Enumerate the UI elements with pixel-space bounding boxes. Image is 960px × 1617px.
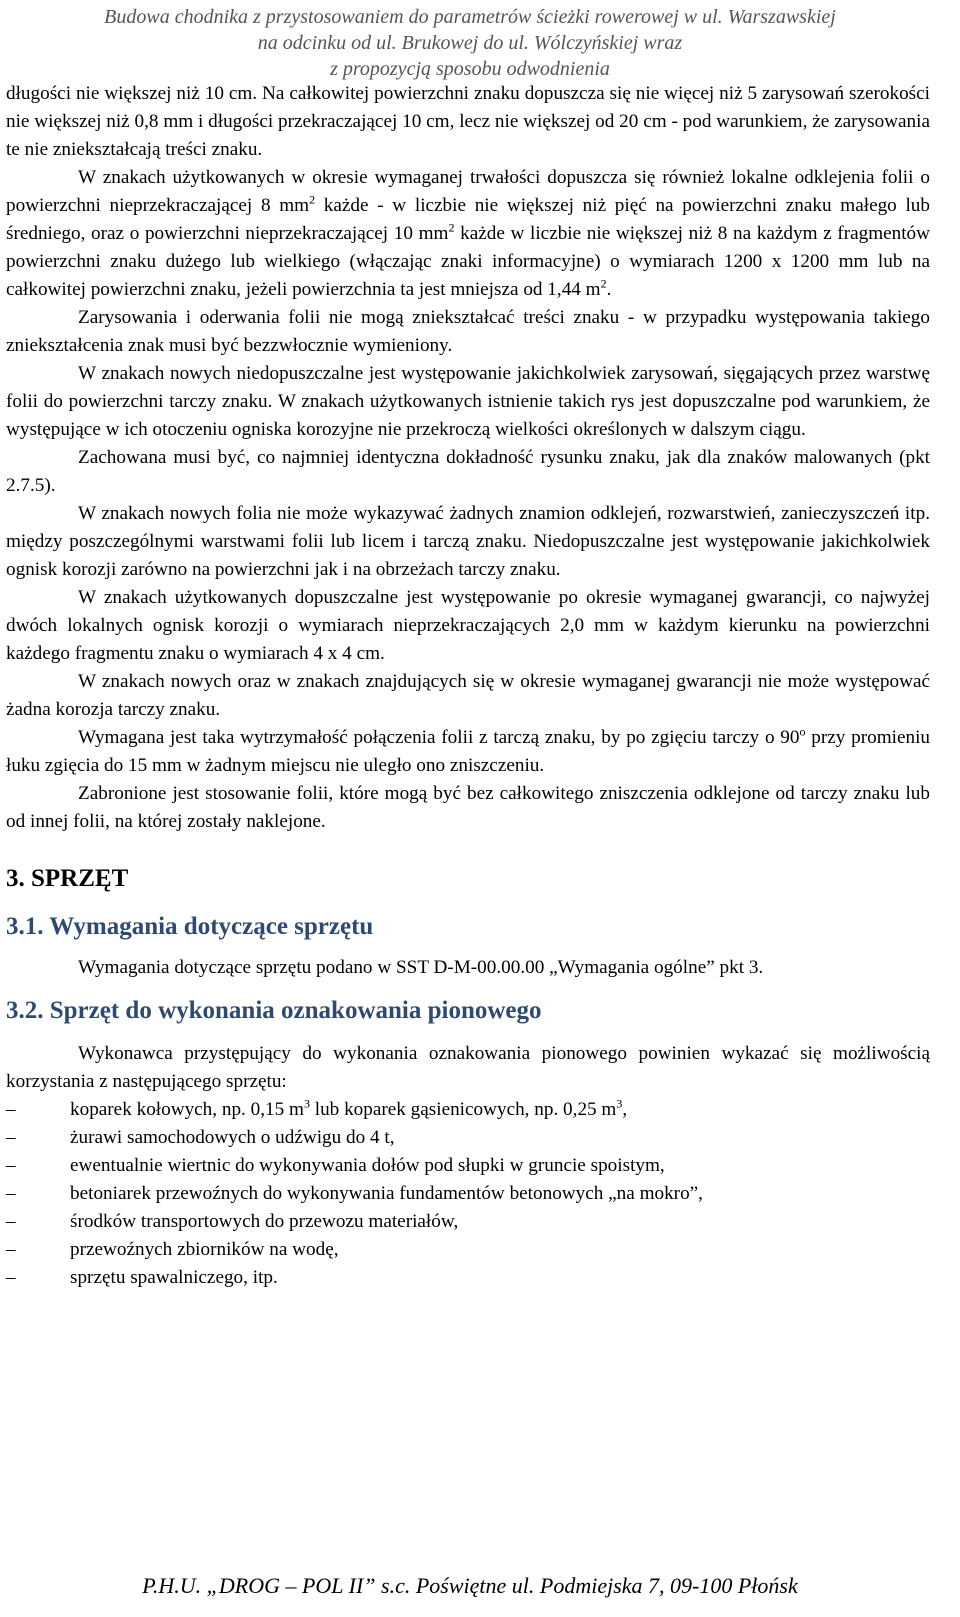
page-header	[0, 4, 940, 82]
superscript: 3	[616, 1096, 623, 1111]
section-heading-3-2: 3.2. Sprzęt do wykonania oznakowania pionowego	[6, 997, 542, 1024]
header-line-3: z propozycją sposobu odwodnienia	[330, 58, 610, 80]
superscript: 2	[309, 192, 316, 207]
paragraph: Zachowana musi być, co najmniej identyczna dokładność rysunku znaku, jak dla znaków malowanych (pkt 2.7.5).	[6, 447, 930, 496]
paragraph: Wymagania dotyczące sprzętu podano w SST D-M-00.00.00 „Wymagania ogólne” pkt 3.	[78, 957, 764, 978]
dash-bullet: –	[6, 1183, 16, 1204]
superscript: 3	[303, 1096, 310, 1111]
text-run: każde w liczbie nie większej niż 8 na każdym z fragmentów powierzchni znaku dużego lub wielkiego (włączając znaki informacyjne) o wymiarach 1200 x 1200 mm lub na całkowitej powierzchni znaku, jeżeli powierzchnia ta jest mniejsza od 1,44 m	[6, 223, 931, 300]
text-run: każde - w liczbie nie większej niż pięć na powierzchni znaku małego lub średniego, oraz o powierzchni nieprzekraczającej 10 mm	[6, 195, 930, 244]
superscript: o	[799, 724, 806, 739]
paragraph: Zabronione jest stosowanie folii, które mogą być bez całkowitego zniszczenia odklejone od tarczy znaku lub od innej folii, na której zostały naklejone.	[6, 783, 930, 832]
dash-bullet: –	[6, 1211, 16, 1232]
section-heading-3: 3. SPRZĘT	[6, 865, 129, 892]
text-run: przy promieniu łuku zgięcia do 15 mm w żadnym miejscu nie uległo ono zniszczeniu.	[6, 727, 930, 776]
text-run: przewoźnych zbiorników na wodę,	[70, 1239, 339, 1260]
paragraph: W znakach nowych niedopuszczalne jest występowanie jakichkolwiek zarysowań, sięgających przez warstwę folii do powierzchni tarczy znaku. W znakach użytkowanych istnienie takich rys jest dopuszczalne pod warunkiem, że występujące w ich otoczeniu ogniska korozyjne nie przekroczą wielkości określonych w dalszym ciągu.	[6, 363, 930, 440]
dash-bullet: –	[6, 1267, 16, 1288]
text-run: .	[606, 279, 612, 300]
text-run: lub koparek gąsienicowych, np. 0,25 m	[309, 1099, 617, 1120]
paragraph: Wykonawca przystępujący do wykonania oznakowania pionowego powinien wykazać się możliwością korzystania z następującego sprzętu:	[6, 1043, 930, 1092]
text-run: ,	[622, 1099, 628, 1120]
dash-bullet: –	[6, 1099, 16, 1120]
paragraph: W znakach użytkowanych dopuszczalne jest występowanie po okresie wymaganej gwarancji, co najwyżej dwóch lokalnych ognisk korozji o wymiarach nieprzekraczających 2,0 mm w każdym kierunku na powierzchni każdego fragmentu znaku o wymiarach 4 x 4 cm.	[6, 587, 930, 664]
document-body	[6, 80, 930, 1292]
section-heading-3-1: 3.1. Wymagania dotyczące sprzętu	[6, 913, 374, 940]
text-run: ewentualnie wiertnic do wykonywania dołów pod słupki w gruncie spoistym,	[70, 1155, 665, 1176]
list-item	[6, 1096, 930, 1124]
paragraph	[6, 164, 930, 304]
page-footer: P.H.U. „DROG – POL II” s.c. Poświętne ul. Podmiejska 7, 09-100 Płońsk	[142, 1573, 798, 1598]
superscript: 2	[600, 276, 607, 291]
paragraph	[6, 724, 930, 780]
list-item	[6, 1236, 930, 1264]
list-item	[6, 1124, 930, 1152]
text-run: Wymagana jest taka wytrzymałość połączenia folii z tarczą znaku, by po zgięciu tarczy o 90	[78, 727, 800, 748]
text-run: koparek kołowych, np. 0,15 m	[70, 1099, 304, 1120]
list-item	[6, 1180, 930, 1208]
list-item	[6, 1152, 930, 1180]
text-run: W znakach użytkowanych w okresie wymaganej trwałości dopuszcza się również lokalne odklejenia folii o powierzchni nieprzekraczającej 8 mm	[6, 167, 930, 216]
superscript: 2	[448, 220, 455, 235]
header-line-1: Budowa chodnika z przystosowaniem do parametrów ścieżki rowerowej w ul. Warszawskiej	[104, 6, 836, 28]
equipment-list	[6, 1096, 930, 1292]
text-run: sprzętu spawalniczego, itp.	[70, 1267, 278, 1288]
text-run: żurawi samochodowych o udźwigu do 4 t,	[70, 1127, 395, 1148]
paragraph: Zarysowania i oderwania folii nie mogą zniekształcać treści znaku - w przypadku występowania takiego zniekształcenia znak musi być bezzwłocznie wymieniony.	[6, 307, 930, 356]
text-run: środków transportowych do przewozu materiałów,	[70, 1211, 459, 1232]
paragraph: W znakach nowych oraz w znakach znajdujących się w okresie wymaganej gwarancji nie może występować żadna korozja tarczy znaku.	[6, 671, 930, 720]
list-item	[6, 1264, 930, 1292]
header-line-2: na odcinku od ul. Brukowej do ul. Wólczyńskiej wraz	[257, 32, 683, 54]
list-item	[6, 1208, 930, 1236]
dash-bullet: –	[6, 1239, 16, 1260]
paragraph: długości nie większej niż 10 cm. Na całkowitej powierzchni znaku dopuszcza się nie więcej niż 5 zarysowań szerokości nie większej niż 0,8 mm i długości przekraczającej 10 cm, lecz nie większej od 20 cm - pod warunkiem, że zarysowania te nie zniekształcają treści znaku.	[6, 83, 930, 160]
paragraph: W znakach nowych folia nie może wykazywać żadnych znamion odklejeń, rozwarstwień, zanieczyszczeń itp. między poszczególnymi warstwami folii lub licem i tarczą znaku. Niedopuszczalne jest występowanie jakichkolwiek ognisk korozji zarówno na powierzchni jak i na obrzeżach tarczy znaku.	[6, 503, 930, 580]
dash-bullet: –	[6, 1155, 16, 1176]
text-run: betoniarek przewoźnych do wykonywania fundamentów betonowych „na mokro”,	[70, 1183, 703, 1204]
dash-bullet: –	[6, 1127, 16, 1148]
